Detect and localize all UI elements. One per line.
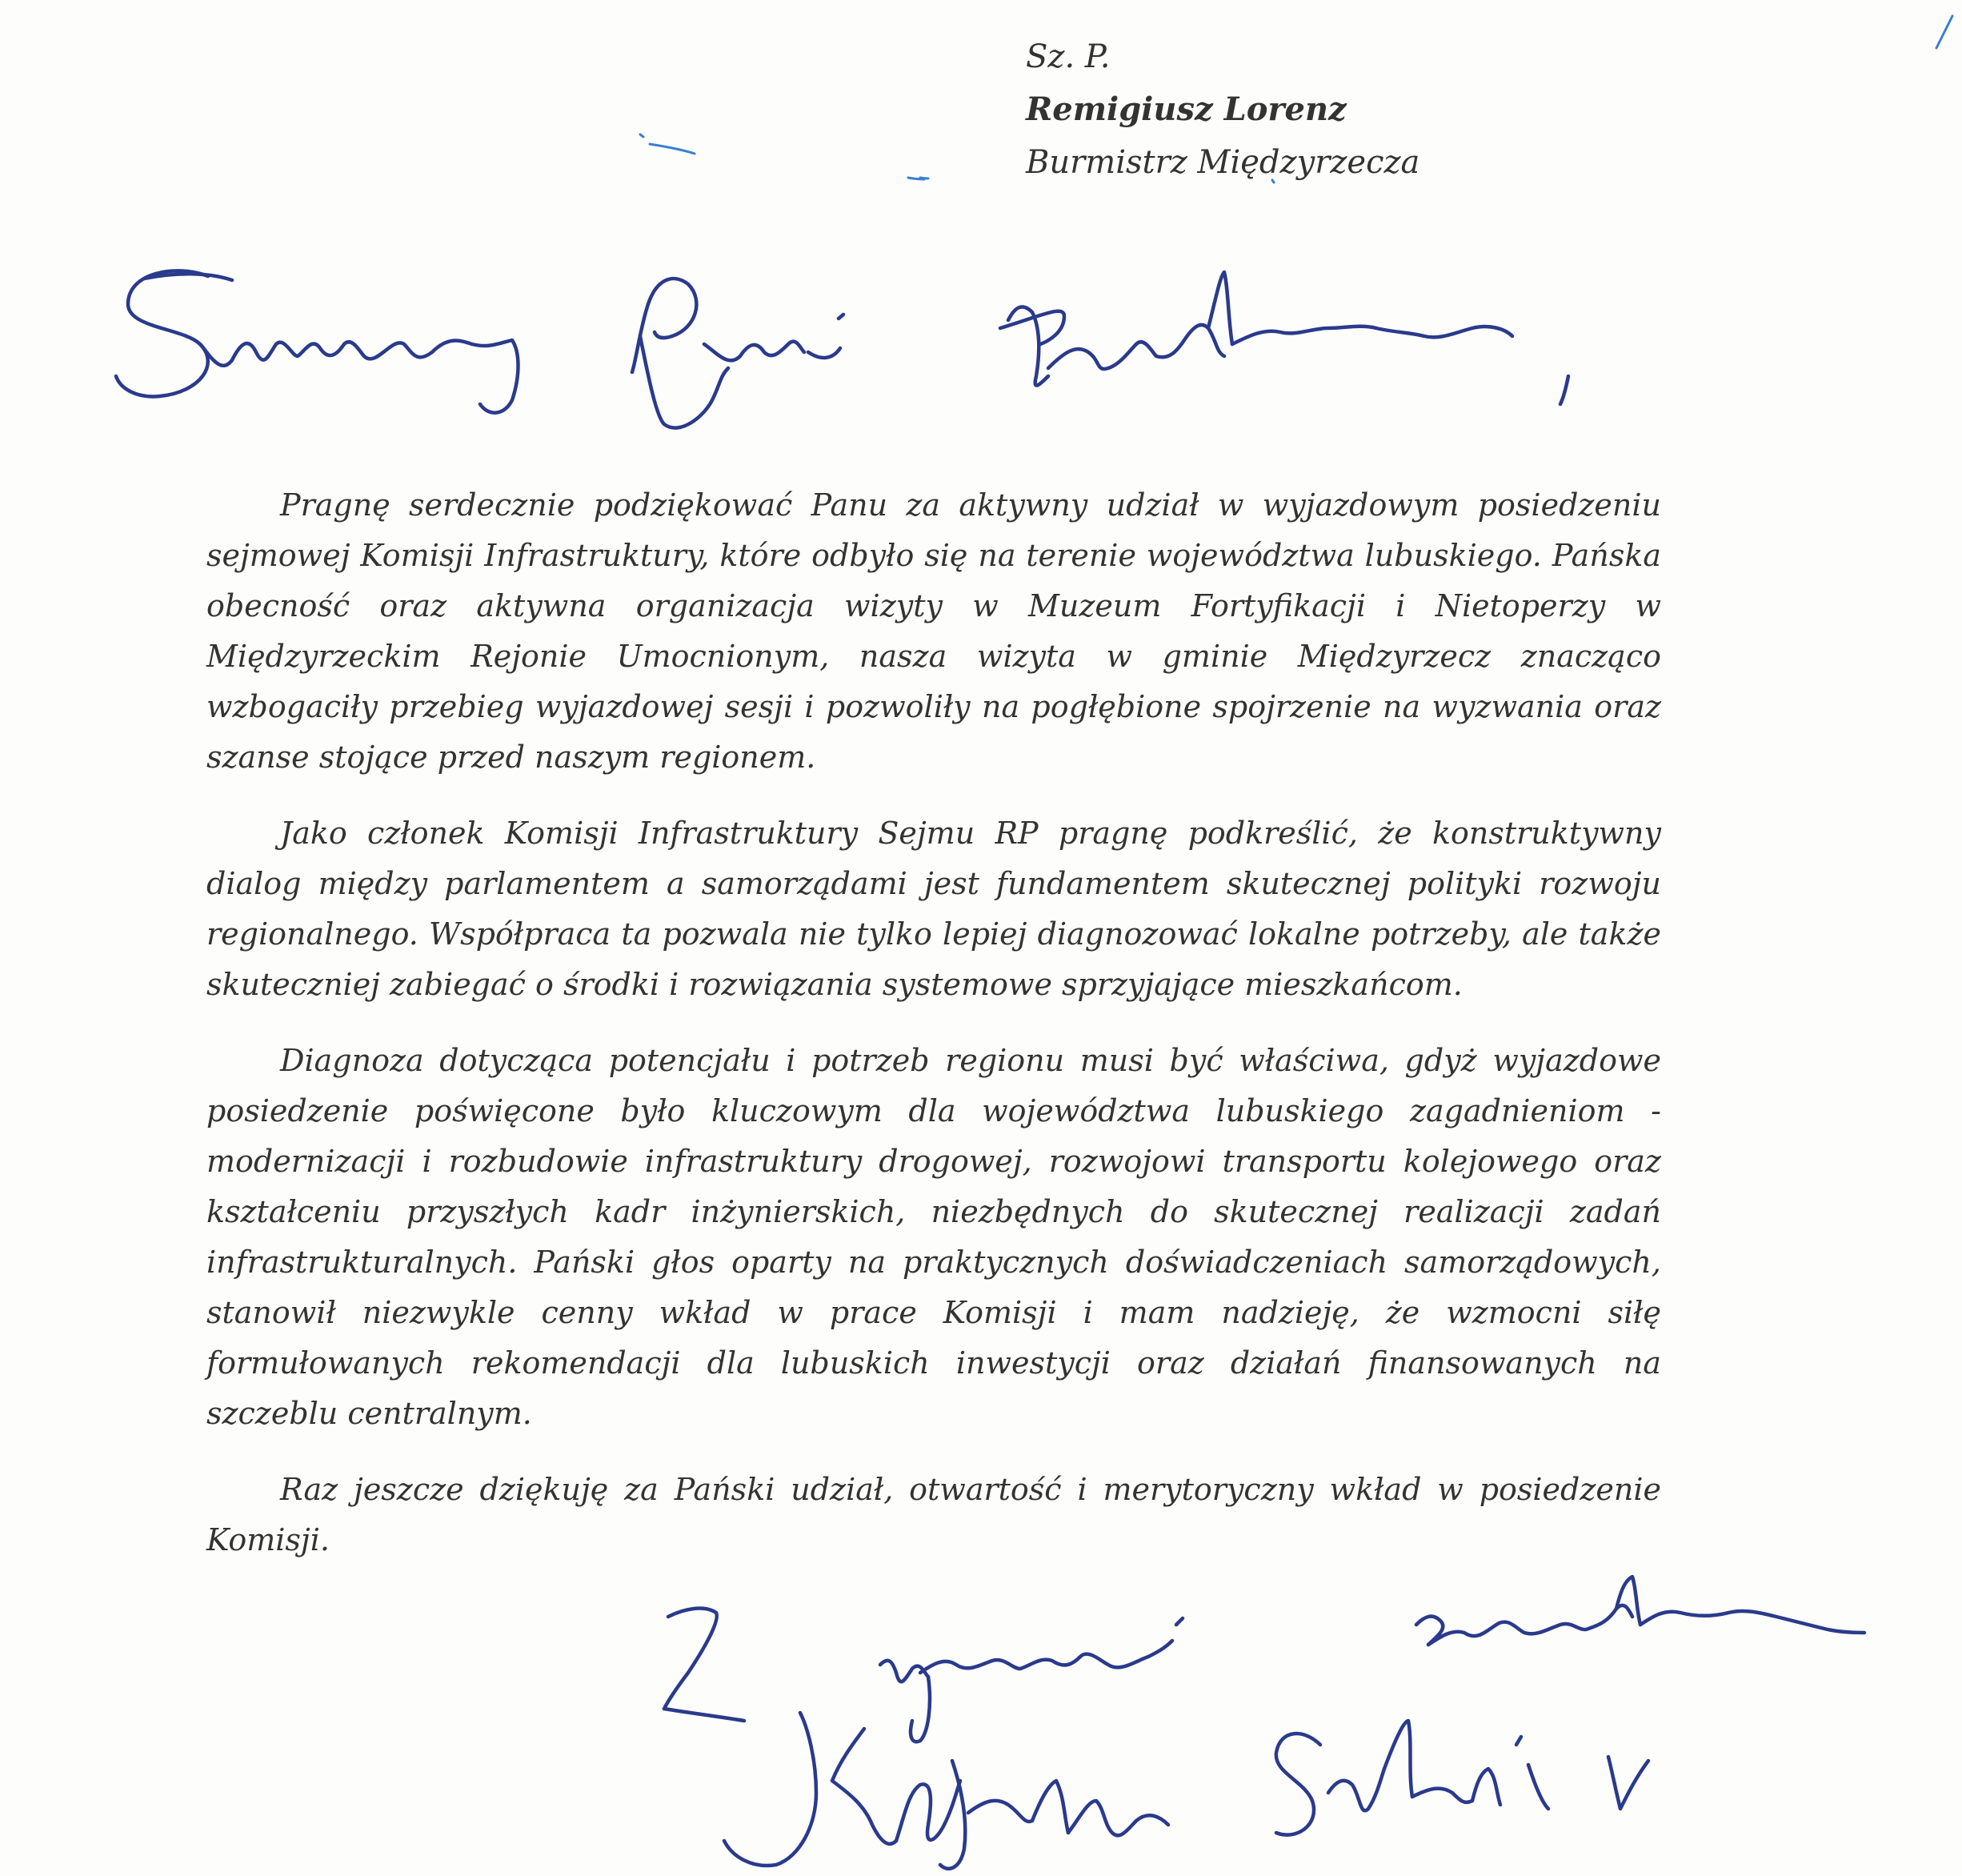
paragraph-2: Jako członek Komisji Infrastruktury Sejmu RP pragnę podkreślić, że konstruktywny dialog między parlamentem a samorządami jest fundamentem skutecznej polityki rozwoju regionalnego. Współpraca ta pozwala nie tylko lepiej diagnozować lokalne potrzeby, ale także skuteczniej zabiegać o środki i rozwiązania systemowe sprzyjające mieszkańcom. (206, 816, 1661, 1002)
letter-body (206, 480, 1661, 1591)
recipient-block (1026, 30, 1419, 189)
recipient-salutation-prefix: Sz. P. (1026, 38, 1111, 75)
paragraph-3: Diagnoza dotycząca potencjału i potrzeb regionu musi być właściwa, gdyż wyjazdowe posiedzenie poświęcone było kluczowym dla województwa lubuskiego zagadnieniom - modernizacji i rozbudowie infrastruktury drogowej, rozwojowi transportu kolejowego oraz kształceniu przyszłych kadr inżynierskich, niezbędnych do skutecznej realizacji zadań infrastrukturalnych. Pański głos oparty na praktycznych doświadczeniach samorządowych, stanowił niezwykle cenny wkład w prace Komisji i mam nadzieję, że wzmocni siłę formułowanych rekomendacji dla lubuskich inwestycji oraz działań finansowanych na szczeblu centralnym. (206, 1043, 1661, 1431)
paragraph-1: Pragnę serdecznie podziękować Panu za aktywny udział w wyjazdowym posiedzeniu sejmowej Komisji Infrastruktury, które odbyło się na terenie województwa lubuskiego. Pańska obecność oraz aktywna organizacja wizyty w Muzeum Fortyfikacji i Nietoperzy w Międzyrzeckim Rejonie Umocnionym, nasza wizyta w gminie Międzyrzecz znacząco wzbogaciły przebieg wyjazdowej sesji i pozwoliły na pogłębione spojrzenie na wyzwania oraz szanse stojące przed naszym regionem. (206, 487, 1661, 775)
recipient-title: Burmistrz Międzyrzecza (1026, 144, 1420, 181)
paragraph-4: Raz jeszcze dziękuję za Pański udział, otwartość i merytoryczny wkład w posiedzenie Komisji. (206, 1472, 1661, 1557)
recipient-name: Remigiusz Lorenz (1026, 90, 1347, 128)
